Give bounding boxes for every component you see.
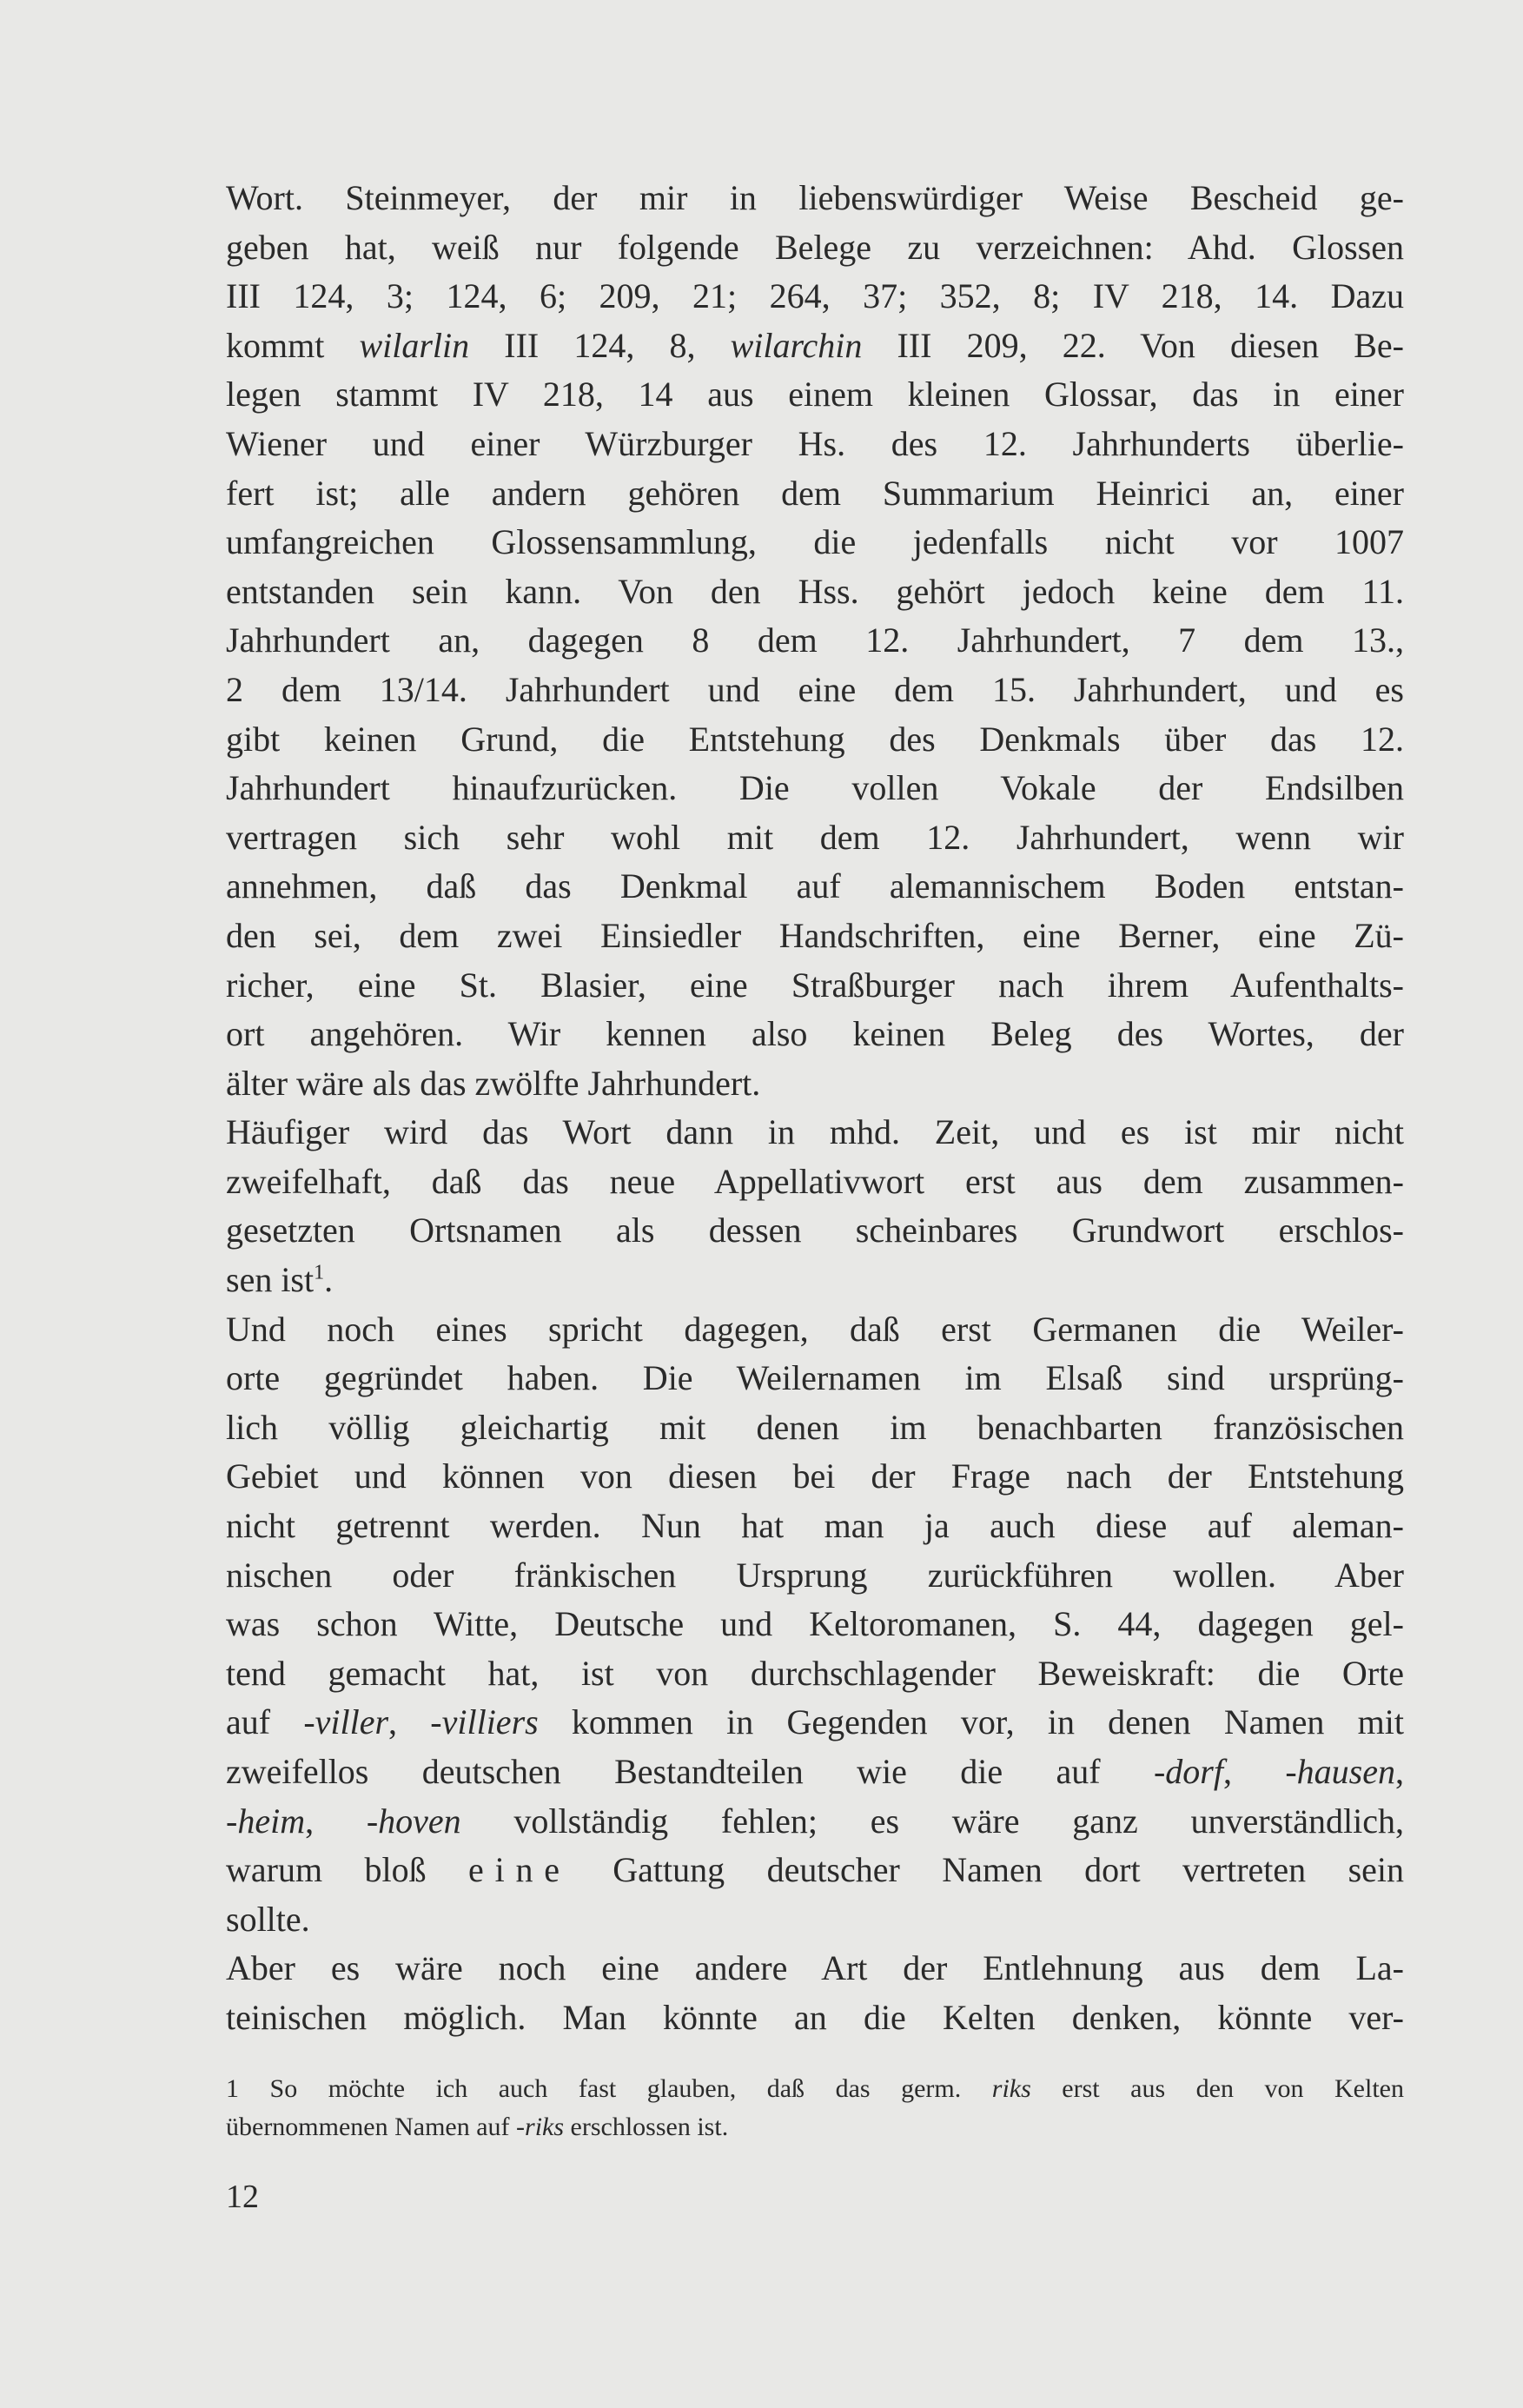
footnote-marker: 1 xyxy=(226,2074,239,2103)
text-line: Aber es wäre noch eine andere Art der Entlehnung aus dem La- xyxy=(226,1948,1404,1988)
text-line: älter wäre als das zwölfte Jahrhundert. xyxy=(226,1063,761,1103)
text-line: III 124, 3; 124, 6; 209, 21; 264, 37; 352, 8; IV 218, 14. Dazu xyxy=(226,276,1404,316)
text-line: was schon Witte, Deutsche und Keltoromanen, S. 44, dagegen gel- xyxy=(226,1604,1404,1644)
text-run: III 209, 22. Von diesen Be- xyxy=(862,325,1404,365)
italic-term: -villiers xyxy=(430,1702,539,1742)
text-line: orte gegründet haben. Die Weilernamen im Elsaß sind ursprüng- xyxy=(226,1358,1404,1398)
footnote xyxy=(226,2070,1404,2146)
text-line: tend gemacht hat, ist von durchschlagender Beweiskraft: die Orte xyxy=(226,1653,1404,1693)
text-line: gibt keinen Grund, die Entstehung des Denkmals über das 12. xyxy=(226,719,1404,759)
italic-term: riks xyxy=(991,2074,1031,2103)
text-line: entstanden sein kann. Von den Hss. gehört jedoch keine dem 11. xyxy=(226,571,1404,611)
text-line xyxy=(226,1748,1404,1797)
text-run: So möchte ich auch fast glauben, daß das germ. xyxy=(239,2074,992,2103)
text-line: den sei, dem zwei Einsiedler Handschriften, eine Berner, eine Zü- xyxy=(226,915,1404,955)
text-run: , xyxy=(1395,1752,1404,1791)
body-text xyxy=(226,174,1404,2043)
italic-term: wilarlin xyxy=(359,325,470,365)
text-run: III 124, 8, xyxy=(469,325,731,365)
text-run: übernommenen Namen auf xyxy=(226,2113,517,2141)
spaced-emphasis: eine xyxy=(468,1850,571,1890)
text-line: Gebiet und können von diesen bei der Frage nach der Entstehung xyxy=(226,1456,1404,1496)
text-line: ort angehören. Wir kennen also keinen Beleg des Wortes, der xyxy=(226,1014,1404,1054)
text-run: vollständig fehlen; es wäre ganz unverständlich, xyxy=(460,1801,1405,1841)
text-line xyxy=(226,322,1404,371)
text-line: nicht getrennt werden. Nun hat man ja auch diese auf aleman- xyxy=(226,1506,1404,1546)
text-run: , xyxy=(305,1801,367,1841)
footnote-line xyxy=(226,2108,1404,2146)
text-run: warum bloß xyxy=(226,1850,469,1890)
text-run: sen ist xyxy=(226,1260,315,1300)
text-line: richer, eine St. Blasier, eine Straßburger nach ihrem Aufenthalts- xyxy=(226,965,1404,1005)
text-run: Gattung deutscher Namen dort vertreten sein xyxy=(570,1850,1404,1890)
text-run: erschlossen ist. xyxy=(564,2113,729,2141)
text-line: nischen oder fränkischen Ursprung zurückführen wollen. Aber xyxy=(226,1555,1404,1595)
text-line: Jahrhundert an, dagegen 8 dem 12. Jahrhundert, 7 dem 13., xyxy=(226,620,1404,660)
text-run: kommt xyxy=(226,325,360,365)
italic-term: -hoven xyxy=(366,1801,461,1841)
text-line: vertragen sich sehr wohl mit dem 12. Jahrhundert, wenn wir xyxy=(226,817,1404,857)
italic-term: -dorf xyxy=(1153,1752,1223,1791)
text-line: zweifelhaft, daß das neue Appellativwort erst aus dem zusammen- xyxy=(226,1161,1404,1201)
text-line: Jahrhundert hinaufzurücken. Die vollen Vokale der Endsilben xyxy=(226,768,1404,808)
text-line: sollte. xyxy=(226,1899,310,1939)
text-line: Wort. Steinmeyer, der mir in liebenswürdiger Weise Bescheid ge- xyxy=(226,178,1404,217)
text-run: . xyxy=(324,1260,334,1300)
text-run: auf xyxy=(226,1702,304,1742)
footnote-line xyxy=(226,2070,1404,2108)
text-line: Häufiger wird das Wort dann in mhd. Zeit, und es ist mir nicht xyxy=(226,1112,1404,1152)
text-line xyxy=(226,1846,1404,1895)
page-number: 12 xyxy=(226,2179,259,2215)
text-line: lich völlig gleichartig mit denen im benachbarten französischen xyxy=(226,1407,1404,1447)
text-line: legen stammt IV 218, 14 aus einem kleinen Glossar, das in einer xyxy=(226,375,1404,415)
text-line: Wiener und einer Würzburger Hs. des 12. Jahrhunderts überlie- xyxy=(226,423,1404,463)
text-line xyxy=(226,1797,1404,1847)
text-run: , xyxy=(1222,1752,1286,1791)
text-run: , xyxy=(388,1702,431,1742)
text-line: annehmen, daß das Denkmal auf alemannischem Boden entstan- xyxy=(226,866,1404,906)
text-line xyxy=(226,1698,1404,1748)
text-run: zweifellos deutschen Bestandteilen wie die auf xyxy=(226,1752,1154,1791)
italic-term: -viller xyxy=(303,1702,389,1742)
italic-term: -hausen xyxy=(1285,1752,1395,1791)
italic-term: -riks xyxy=(516,2113,565,2141)
text-line: geben hat, weiß nur folgende Belege zu verzeichnen: Ahd. Glossen xyxy=(226,227,1404,267)
footnote-reference[interactable]: 1 xyxy=(314,1261,325,1284)
text-line: umfangreichen Glossensammlung, die jedenfalls nicht vor 1007 xyxy=(226,522,1404,562)
italic-term: wilarchin xyxy=(730,325,863,365)
text-line xyxy=(226,1256,1404,1305)
text-line: gesetzten Ortsnamen als dessen scheinbares Grundwort erschlos- xyxy=(226,1211,1404,1250)
text-run: erst aus den von Kelten xyxy=(1030,2074,1404,2103)
text-line: Und noch eines spricht dagegen, daß erst Germanen die Weiler- xyxy=(226,1309,1404,1349)
text-line: 2 dem 13/14. Jahrhundert und eine dem 15. Jahrhundert, und es xyxy=(226,669,1404,709)
text-line: fert ist; alle andern gehören dem Summarium Heinrici an, einer xyxy=(226,473,1404,513)
text-line: teinischen möglich. Man könnte an die Kelten denken, könnte ver- xyxy=(226,1997,1404,2037)
text-run: kommen in Gegenden vor, in denen Namen mit xyxy=(538,1702,1404,1742)
italic-term: -heim xyxy=(226,1801,306,1841)
